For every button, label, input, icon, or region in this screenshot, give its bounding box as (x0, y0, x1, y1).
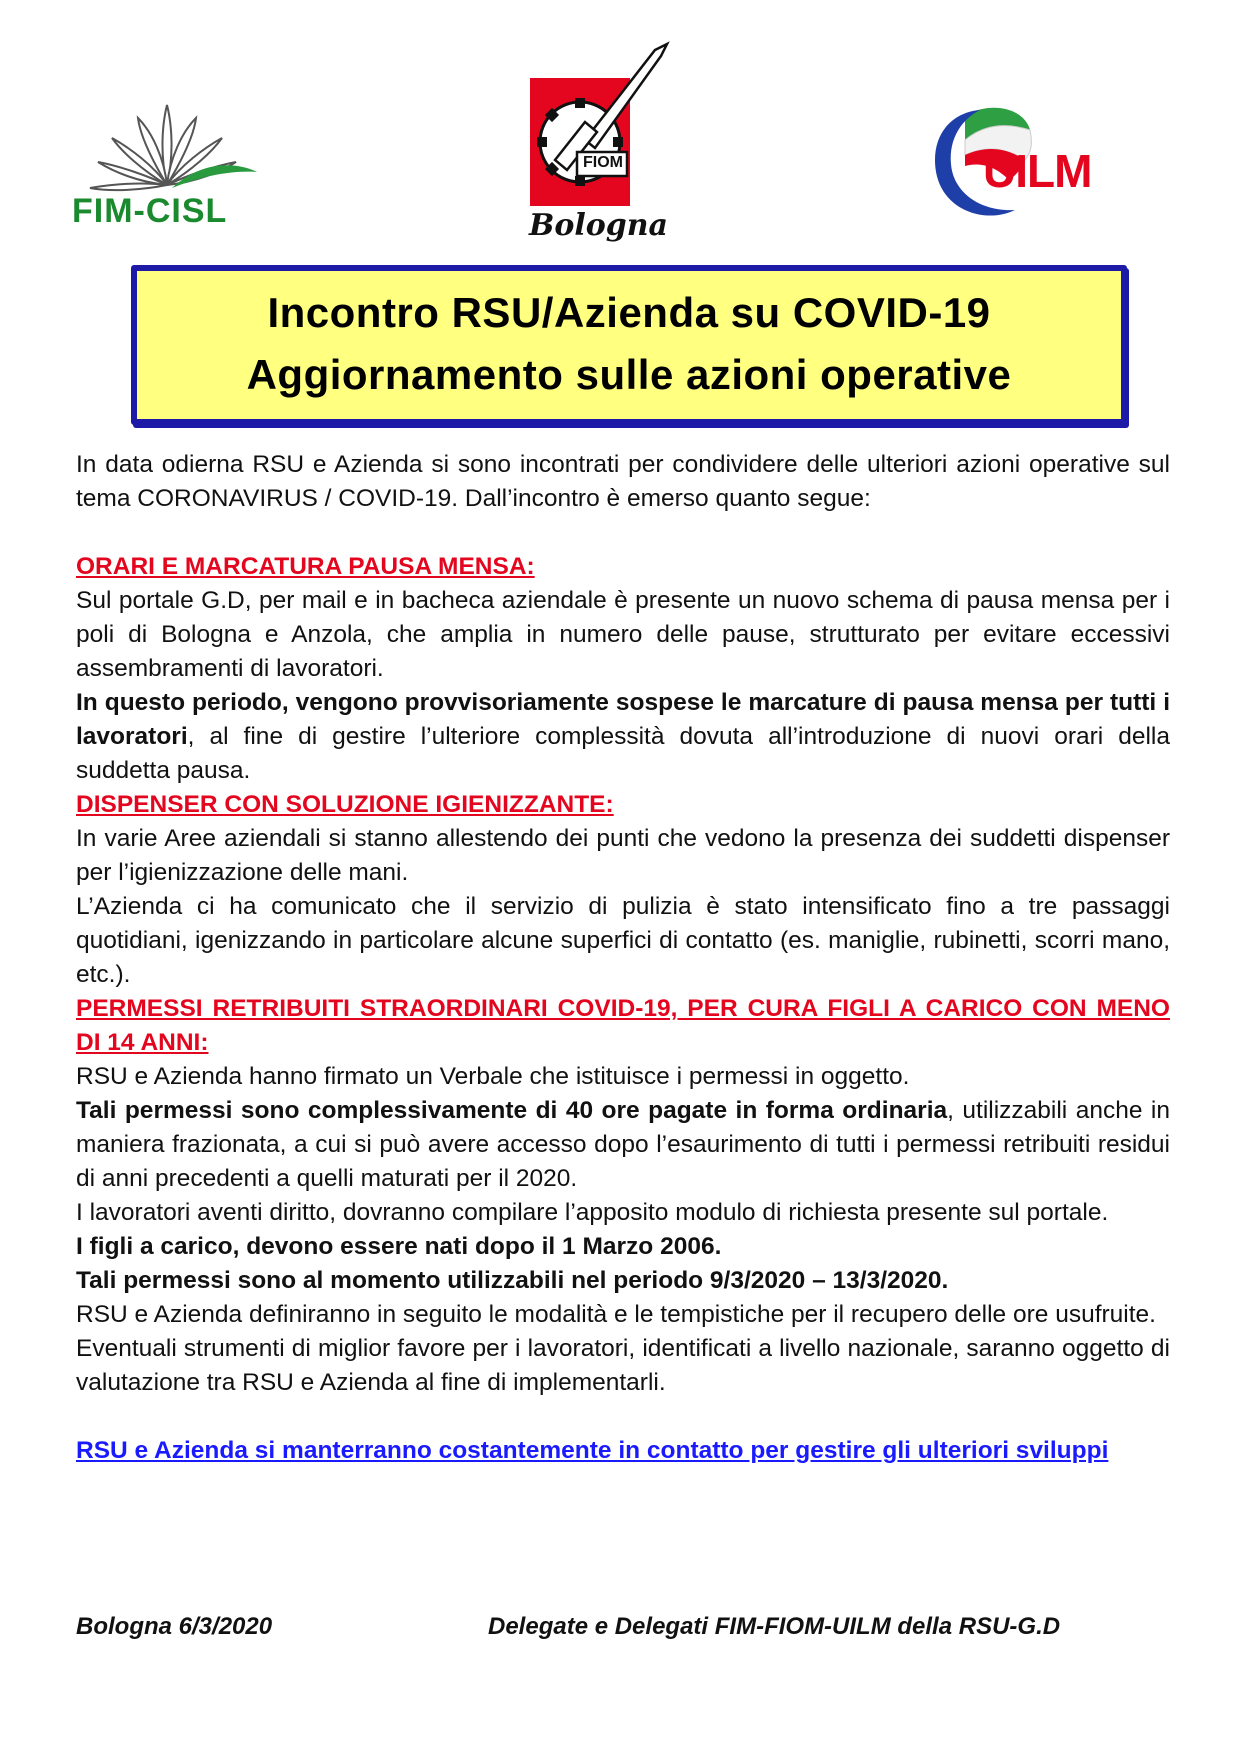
bold-text: In questo periodo, vengono provvisoriamente sospese le marcature di pausa mensa per tutti i lavoratori (76, 689, 1170, 750)
section-heading-permessi: PERMESSI RETRIBUITI STRAORDINARI COVID-19, PER CURA FIGLI A CARICO CON MENO DI 14 ANNI: (76, 995, 1170, 1056)
paragraph (76, 1094, 1170, 1196)
closing-link[interactable]: RSU e Azienda si manterranno costantemente in contatto per gestire gli ulteriori sviluppi (76, 1437, 1109, 1464)
document-body (76, 448, 1170, 1468)
title-line-2: Aggiornamento sulle azioni operative (246, 351, 1012, 398)
paragraph: I figli a carico, devono essere nati dopo il 1 Marzo 2006. (76, 1233, 722, 1260)
paragraph: RSU e Azienda hanno firmato un Verbale che istituisce i permessi in oggetto. (76, 1063, 910, 1090)
text: , al fine di gestire l’ulteriore complessità dovuta all’introduzione di nuovi orari della suddetta pausa. (76, 723, 1170, 784)
bold-text: Tali permessi sono complessivamente di 40 ore pagate in forma ordinaria (76, 1097, 948, 1124)
paragraph: Sul portale G.D, per mail e in bacheca aziendale è presente un nuovo schema di pausa mensa per i poli di Bologna e Anzola, che amplia in numero delle pause, strutturato per evitare eccessivi assembramenti di lavoratori. (76, 587, 1170, 682)
paragraph: L’Azienda ci ha comunicato che il servizio di pulizia è stato intensificato fino a tre passaggi quotidiani, igenizzando in particolare alcune superfici di contatto (es. maniglie, rubinetti, scorri mano, etc.). (76, 893, 1170, 988)
paragraph (76, 686, 1170, 788)
fim-cisl-logo-text: FIM-CISL (72, 192, 228, 230)
footer-place-date: Bologna 6/3/2020 (76, 1613, 273, 1640)
fiom-logo-subtitle: Bologna (529, 208, 668, 243)
section-heading-dispenser: DISPENSER CON SOLUZIONE IGIENIZZANTE: (76, 791, 614, 818)
section-heading-pausa-mensa: ORARI E MARCATURA PAUSA MENSA: (76, 553, 535, 580)
paragraph: Tali permessi sono al momento utilizzabili nel periodo 9/3/2020 – 13/3/2020. (76, 1267, 949, 1294)
text: , utilizzabili anche in maniera frazionata, a cui si può avere accesso dopo l’esaurimento di tutti i permessi retribuiti residui di anni precedenti a quelli maturati per il 2020. (76, 1097, 1170, 1192)
fim-cisl-logo (72, 100, 262, 230)
fiom-bologna-logo (525, 40, 685, 245)
uilm-logo (925, 100, 1100, 230)
uilm-logo-text: UILM (983, 145, 1092, 197)
paragraph: RSU e Azienda definiranno in seguito le modalità e le tempistiche per il recupero delle ore usufruite. (76, 1301, 1156, 1328)
intro-paragraph: In data odierna RSU e Azienda si sono incontrati per condividere delle ulteriori azioni operative sul tema CORONAVIRUS / COVID-19. Dall’incontro è emerso quanto segue: (76, 451, 1170, 512)
paragraph: I lavoratori aventi diritto, dovranno compilare l’apposito modulo di richiesta presente sul portale. (76, 1199, 1109, 1226)
title-box (131, 265, 1127, 425)
fiom-logo-text: FIOM (583, 154, 623, 171)
paragraph: In varie Aree aziendali si stanno allestendo dei punti che vedono la presenza dei suddetti dispenser per l’igienizzazione delle mani. (76, 825, 1170, 886)
title-line-1: Incontro RSU/Azienda su COVID-19 (267, 289, 991, 336)
footer-signature: Delegate e Delegati FIM-FIOM-UILM della RSU-G.D (488, 1613, 1061, 1640)
paragraph: Eventuali strumenti di miglior favore per i lavoratori, identificati a livello nazionale, saranno oggetto di valutazione tra RSU e Azienda al fine di implementarli. (76, 1335, 1170, 1396)
